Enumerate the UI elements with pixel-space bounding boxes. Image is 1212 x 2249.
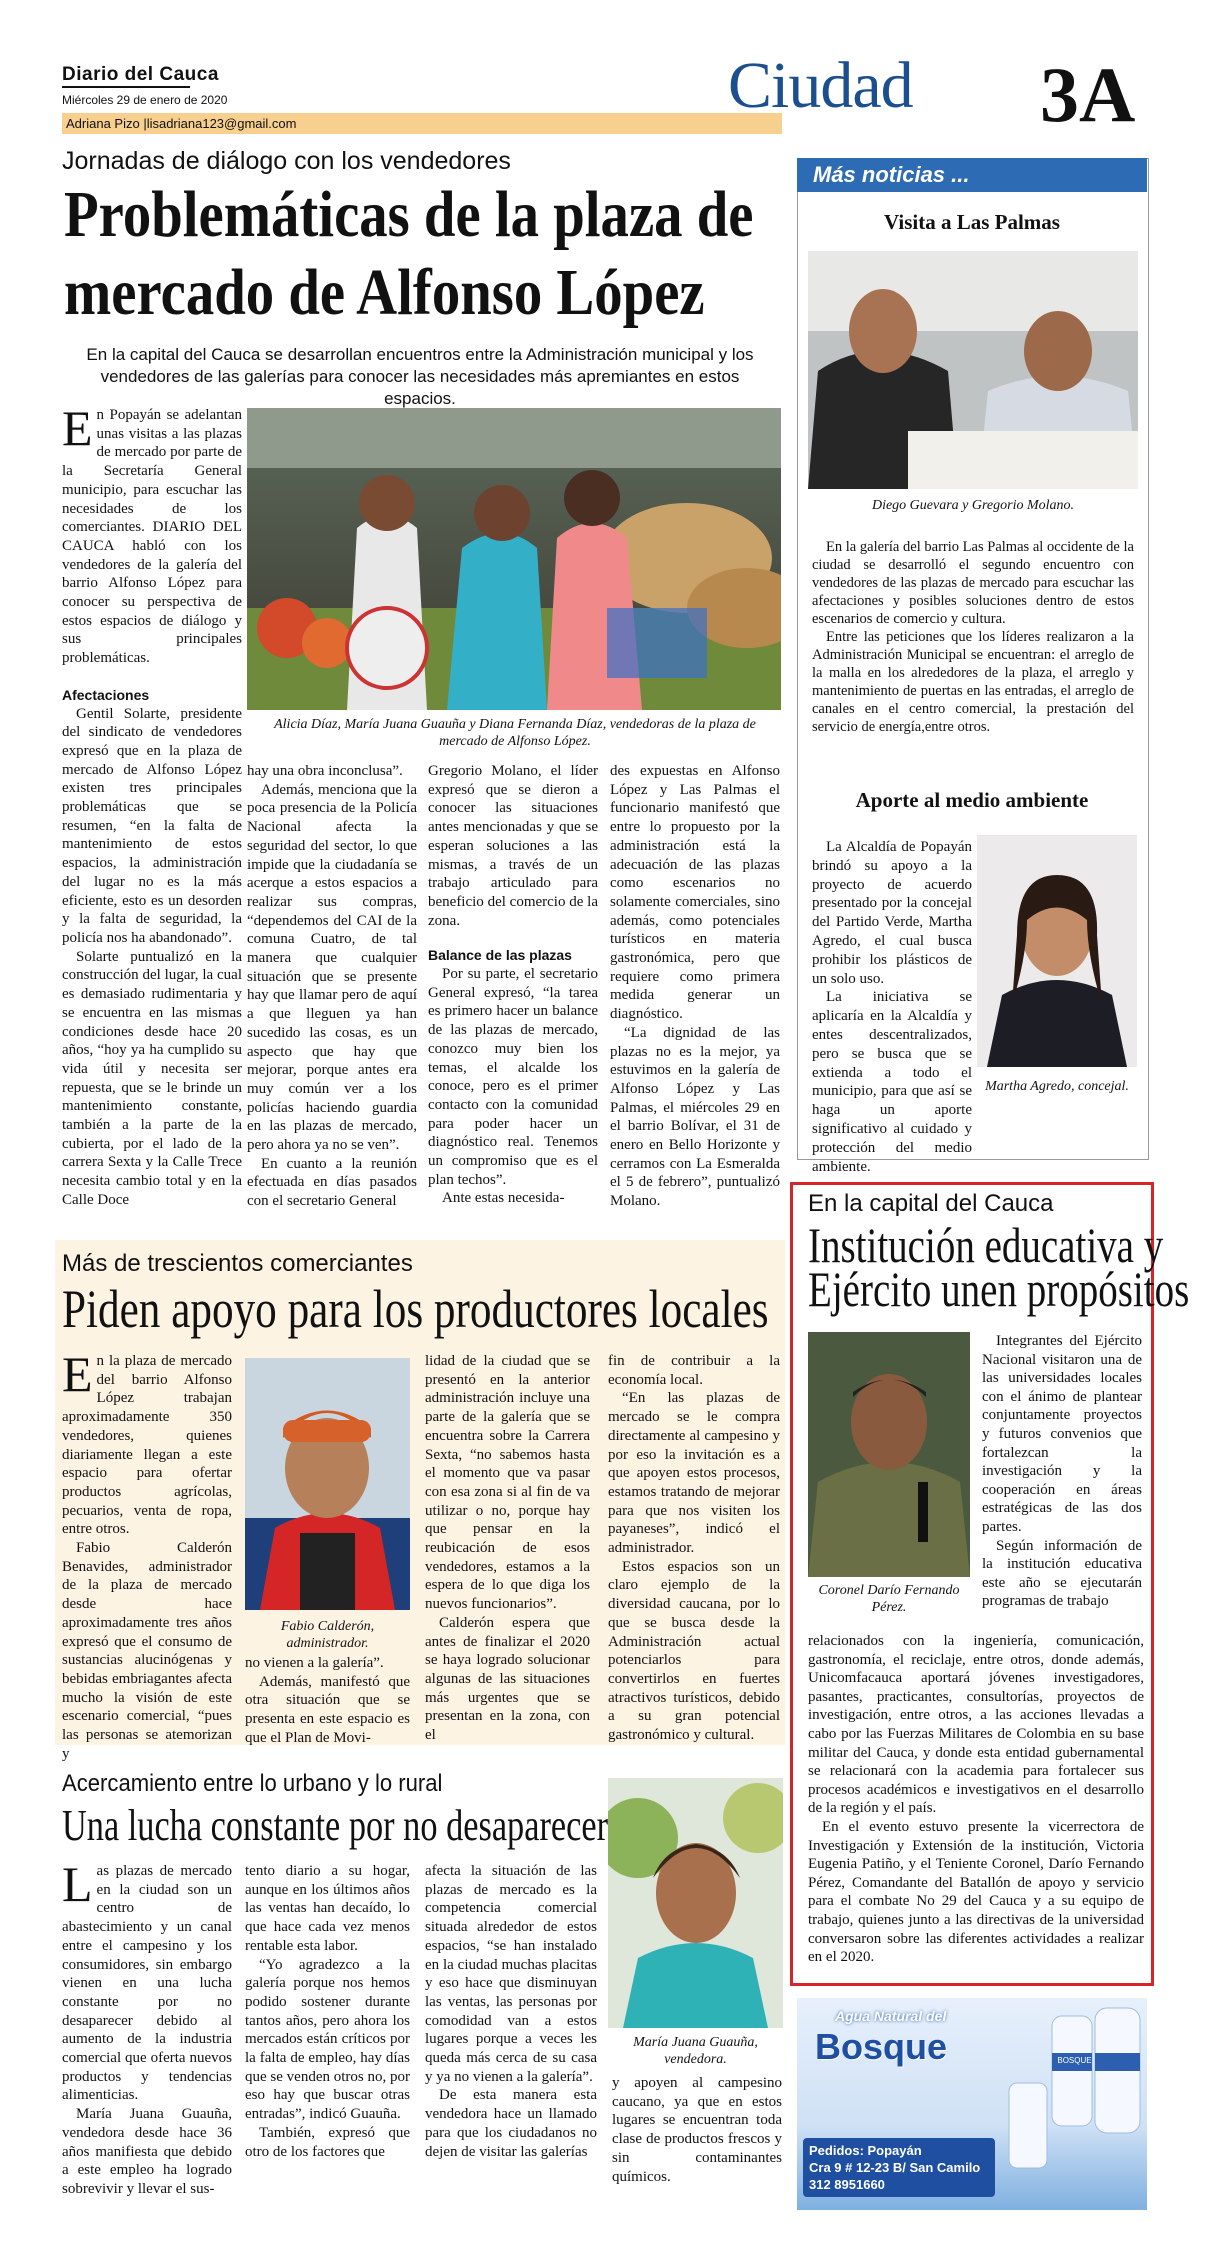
ad-brand-top: Agua Natural del [835, 2008, 947, 2024]
third-column-4 [612, 2074, 782, 2186]
box-headline-line2: Ejército unen propósitos [808, 1261, 1190, 1317]
sidebar-story1-text [812, 538, 1134, 736]
second-headline: Piden apoyo para los productores locales [62, 1279, 769, 1339]
box-p2a: Según información de la institución educativa este año se ejecutarán programas de trabajo [982, 1537, 1142, 1610]
second-col4-p2: “En las plazas de mercado se le compra directamente al campesino y por eso la invitación es a que apoyen estos procesos, estamos tratando de mejorar para que nos visiten los payaneses”, indicó el administrador. [608, 1390, 780, 1557]
main-col4-p1: des expuestas en Alfonso López y Las Palmas el funcionario manifestó que entre lo propuesto por la administración está la adecuación de las plazas como escenarios no solamente comerciales, sino además, como potenciales turísticos en materia gastronómica, pero que requiere como primera medida generar un diagnóstico. [610, 763, 780, 1023]
coronel-caption: Coronel Darío Fernando Pérez. [818, 1583, 960, 1615]
water-ad [797, 1998, 1147, 2210]
third-col2-p3: También, expresó que otro de los factores que [245, 2124, 410, 2160]
dateline: Miércoles 29 de enero de 2020 [62, 93, 228, 107]
main-col3-p2: Por su parte, el secretario General expresó, “la tarea es primero hacer un balance de las plazas de mercado, conozco muy bien los temas, el alcalde los conoce, pero es el primer contacto con la comunidad para poder hacer un diagnóstico real. Tenemos un compromiso que es el plan techos”. [428, 966, 598, 1188]
third-col2-p2: “Yo agradezco a la galería porque nos hemos podido sostener durante tantos años, pero ahora los mercados están críticos por la falta de empleo, hay días que se venden otros no, por eso hay que buscar otras entradas”, indicó Guauña. [245, 1956, 410, 2123]
box-p2b: relacionados con la ingeniería, comunicación, gastronomía, el reciclaje, entre otros, donde además, Unicomfacauca aportará jóvenes investigadores, pasantes, practicantes, consultorías, proyectos de investigación, entre otros, a las acciones llevadas a cabo por las Fuerzas Militares de Colombia en su base militar del Cauca, y donde esta entidad gubernamental se relacionará con la academia para fortalecer sus procesos académicos e investigativos en el desarrollo de la región y el país. [808, 1633, 1144, 1817]
main-column-3 [428, 762, 598, 1208]
second-col4-p3: Estos espacios son un claro ejemplo de la diversidad caucana, por lo que se busca desde la Administración actual potenciarlos para convertirlos en fuertes atractivos turísticos, debido a su gran potencial gastronómico y cultural. [608, 1558, 780, 1744]
second-col2-p2: Además, manifestó que otra situación que se presenta en este espacio es que el Plan de Movi- [245, 1673, 410, 1746]
section-title: Ciudad [728, 49, 913, 122]
main-deck: En la capital del Cauca se desarrollan encuentros entre la Administración municipal y los vendedores de las galerías para conocer las necesidades más apremiantes en estos espacios. [86, 345, 754, 408]
masthead: Diario del Cauca [62, 64, 219, 85]
main-col2-p2: Además, menciona que la poca presencia de la Policía Nacional afecta la seguridad del sector, lo que impide que la ciudadanía se acerque a estos espacios a realizar sus compras, “dependemos del CAI de la comuna Cuatro, de tal manera que cualquier situación que se presente hay que llamar pero de aquí a que lleguen ya han sucedido las cosas, es un aspecto que hay que mejorar, porque antes era muy común ver a los policías haciendo guardia en las plazas de mercado, pero ahora ya no se ven”. [247, 781, 417, 1154]
third-column-2 [245, 1862, 410, 2161]
second-col1-p1: n la plaza de mercado del barrio Alfonso López trabajan aproximadamente 350 vendedores, quienes diariamente llegan a este espacio para ofertar productos agrícolas, pecuarios, venta de ropa, entre otros. [62, 1353, 232, 1538]
sidebar-story2-p1: La Alcaldía de Popayán brindó su apoyo a la proyecto de acuerdo presentado por la concejal del Partido Verde, Martha Agredo, el cual busca prohibir los plásticos de un solo uso. [812, 839, 972, 987]
page-number: 3A [1040, 51, 1136, 138]
main-col1-p3: Solarte puntualizó en la construcción del lugar, la cual es demasiado rudimentaria y se encuentra en las mismas condiciones desde hace 20 años, “hoy ya ha cumplido su vida útil y necesita ser repuesta, que se le brinde un mantenimiento constante, también a la parte de la cubierta, por el lado de la carrera Sexta y la Calle Trece necesita cambio total y en la Calle Doce [62, 948, 242, 1208]
main-col4-p2: “La dignidad de las plazas no es la mejor, ya estuvimos en la galería de Alfonso López y Las Palmas, el miércoles 29 en el barrio Bolívar, el 31 de enero en Bello Horizonte y cerramos con La Esmeralda el 5 de febrero”, puntualizó Molano. [610, 1024, 780, 1210]
second-column-1 [62, 1346, 232, 1763]
sidebar-story2-p2: La iniciativa se aplicaría en la Alcaldía y entes descentralizados, pero se busca que se extienda a todo el municipio, para que así se haga un aporte significativo al cuidado y protección del medio ambiente. [812, 989, 972, 1175]
third-column-1 [62, 1856, 232, 2199]
vendors-photo-caption: Alicia Díaz, María Juana Guauña y Diana Fernanda Díaz, vendedoras de la plaza de mercado de Alfonso López. [274, 717, 756, 749]
sidebar-story2-title: Aporte al medio ambiente [855, 788, 1089, 812]
third-headline: Una lucha constante por no desaparecer [62, 1801, 609, 1850]
ad-brand: Bosque [815, 2026, 948, 2067]
second-column-2 [245, 1654, 410, 1748]
third-col1-p1: as plazas de mercado en la ciudad son un centro de abastecimiento y un canal entre el campesino y los consumidores, sin embargo vienen en una lucha constante por no desaparecer debido al aumento de la industria comercial que oferta nuevos productos y tendencias alimenticias. [62, 1863, 232, 2104]
second-col3-p1: lidad de la ciudad que se presentó en la anterior administración incluye una parte de la galería que se encuentra sobre la Carrera Sexta, “no sabemos hasta el momento que va pasar con esa zona si al fin de va utilizar o no, porque hay que pensar en la reubicación de esos vendedores, estamos a la espera de lo que diga los nuevos funcionarios”. [425, 1353, 590, 1613]
masthead-rule [62, 86, 190, 88]
ad-contact [803, 2138, 995, 2197]
third-col1-p2: María Juana Guauña, vendedora desde hace 36 años manifiesta que debido a este empleo ha logrado sobrevivir y llevar el sus- [62, 2106, 232, 2197]
sidebar-story1-p2: Entre las peticiones que los líderes realizaron a la Administración Municipal se encuentran: el arreglo de la malla en los alrededores de la plaza, el arreglo y mantenimiento de puertas en las entradas, el arreglo de canales en el centro comercial, la prestación del servicio de energía,entre otros. [812, 629, 1134, 735]
main-col3-p1: Gregorio Molano, el líder expresó que se dieron a conocer las situaciones antes mencionadas y que se esperan soluciones a las mismas, a través de un trabajo articulado para beneficio del comercio de la zona. [428, 763, 598, 929]
sidebar-story1-title: Visita a Las Palmas [884, 210, 1060, 234]
las-palmas-photo [808, 251, 1138, 489]
third-kicker: Acercamiento entre lo urbano y lo rural [62, 1770, 443, 1797]
second-dropcap: E [62, 1346, 93, 1402]
third-column-3 [425, 1862, 597, 2161]
main-col2-p3: En cuanto a la reunión efectuada en días pasados con el secretario General [247, 1155, 417, 1210]
third-col4-p1: y apoyen al campesino caucano, ya que en estos lugares se encuentran toda clase de productos frescos y sin contaminantes químicos. [612, 2075, 782, 2185]
main-col1-p2: Gentil Solarte, presidente del sindicato de vendedores expresó que en la plaza de mercado de Alfonso López existen tres principales problemáticas que se resumen, “en la falta de mantenimiento de estos espacios, la administración del lugar no es la más eficiente, esto es un desorden y la falta de seguridad, la policía nos ha abandonado”. [62, 705, 242, 946]
fabio-photo [245, 1358, 410, 1610]
second-column-4 [608, 1352, 780, 1745]
box-kicker: En la capital del Cauca [808, 1190, 1054, 1217]
sidebar-story1-p1: En la galería del barrio Las Palmas al occidente de la ciudad se desarrolló el segundo encuentro con vendedores de las plazas de mercado para escuchar las afectaciones y posibles soluciones dentro de estos escenarios de comercio y cultura. [812, 539, 1134, 627]
main-column-4 [610, 762, 780, 1211]
ad-line3: 312 8951660 [809, 2177, 885, 2192]
fabio-caption: Fabio Calderón, administrador. [280, 1619, 375, 1651]
maria-juana-caption: María Juana Guauña, vendedora. [633, 2035, 758, 2067]
las-palmas-caption: Diego Guevara y Gregorio Molano. [871, 498, 1075, 513]
ad-bottle-label: BOSQUE [1057, 2056, 1092, 2065]
third-col3-p2: De esta manera esta vendedora hace un llamado para que los ciudadanos no dejen de visitar las galerías [425, 2087, 597, 2160]
main-kicker: Jornadas de diálogo con los vendedores [62, 147, 511, 175]
box-text-wide [808, 1632, 1144, 1967]
main-col3-p3: Ante estas necesida- [442, 1190, 565, 1207]
main-col2-p1: hay una obra inconclusa”. [247, 763, 403, 779]
second-col2-p1: no vienen a la galería”. [245, 1655, 384, 1671]
second-col4-p1: fin de contribuir a la economía local. [608, 1353, 780, 1388]
box-headline-line1: Institución educativa y [808, 1217, 1164, 1273]
coronel-photo [808, 1332, 970, 1577]
author-bar: Adriana Pizo |lisadriana123@gmail.com [62, 113, 782, 134]
second-col1-p2: Fabio Calderón Benavides, administrador de la plaza de mercado desde hace aproximadamente tres años expresó que el consumo de sustancias alucinógenas y bebidas embriagantes afecta mucho la visión de este escenario comercial, “pues las personas se atemorizan y [62, 1540, 232, 1762]
ad-line1: Pedidos: Popayán [809, 2143, 922, 2158]
box-text-narrow [982, 1332, 1142, 1611]
main-column-2 [247, 762, 417, 1211]
second-column-3 [425, 1352, 590, 1745]
main-column-1 [62, 400, 242, 1210]
vendors-photo [247, 408, 781, 710]
box-p1: Integrantes del Ejército Nacional visitaron una de las universidades locales con el ánimo de plantear conjuntamente proyectos y futuros convenios que fortalezcan la investigación y la cooperación en áreas estratégicas de las dos partes. [982, 1333, 1142, 1535]
second-col3-p2: Calderón espera que antes de finalizar el 2020 se haya logrado solucionar algunas de las situaciones más urgentes que se presentan en la zona, con el [425, 1614, 590, 1744]
sidebar-story2-text [812, 838, 972, 1176]
maria-juana-photo [608, 1778, 783, 2028]
third-col2-p1: tento diario a su hogar, aunque en los últimos años las ventas han decaído, lo que hace cada vez menos rentable esta labor. [245, 1863, 410, 1954]
subhead-balance: Balance de las plazas [428, 947, 572, 964]
main-col1-p1: n Popayán se adelantan unas visitas a las plazas de mercado por parte de la Secretaría General municipio, para escuchar las necesidades de los comerciantes. DIARIO DEL CAUCA habló con los vendedores de la galería del barrio Alfonso López para conocer su perspectiva de estos espacios de diálogo y sus principales problemáticas. [62, 407, 242, 667]
main-headline-line1: Problemáticas de la plaza de [64, 178, 754, 251]
martha-agredo-caption: Martha Agredo, concejal. [985, 1079, 1129, 1094]
box-p3: En el evento estuvo presente la vicerrectora de Investigación y Extensión de la institución, Victoria Eugenia Patiño, y el Teniente Coronel, Darío Fernando Pérez, Comandante del Batallón de apoyo y servicio para el combate No 29 del Cauca y a su equipo de trabajo, quienes junto a las directivas de la universidad conversaron sobre las diferentes actividades a realizar en el 2020. [808, 1818, 1144, 1966]
dropcap: E [62, 400, 93, 456]
martha-agredo-photo [977, 835, 1137, 1067]
third-dropcap: L [62, 1856, 93, 1912]
main-headline-line2: mercado de Alfonso López [64, 256, 705, 329]
third-col3-p1: afecta la situación de las plazas de mercado es la competencia comercial situada alrededor de estos espacios, “se han instalado en la ciudad muchas placitas y eso hace que disminuyan las ventas, las personas por comodidad van a estos lugares porque a veces les queda más cerca de su casa y ya no vienen a la galería”. [425, 1863, 597, 2085]
ad-line2: Cra 9 # 12-23 B/ San Camilo [809, 2160, 981, 2175]
subhead-afectaciones: Afectaciones [62, 686, 150, 703]
sidebar-tab: Más noticias ... [797, 158, 1147, 192]
second-kicker: Más de trescientos comerciantes [62, 1250, 413, 1277]
